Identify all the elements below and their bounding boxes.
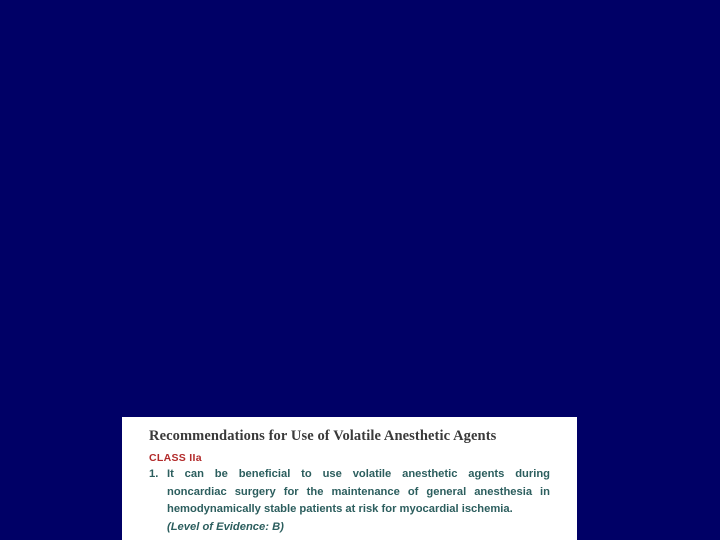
recommendation-line: noncardiac surgery for the maintenance of general anesthesia in (167, 485, 550, 498)
recommendation-number: 1. (149, 468, 159, 480)
recommendation-line: It can be beneficial to use volatile anesthetic agents during (167, 468, 550, 480)
card-title: Recommendations for Use of Volatile Anesthetic Agents (149, 428, 497, 444)
level-of-evidence: (Level of Evidence: B) (167, 520, 284, 533)
recommendation-card (122, 417, 577, 540)
class-label: CLASS IIa (149, 452, 202, 464)
recommendation-line: hemodynamically stable patients at risk for myocardial ischemia. (167, 503, 513, 515)
recommendation-item (149, 466, 577, 536)
recommendation-text (167, 466, 550, 536)
